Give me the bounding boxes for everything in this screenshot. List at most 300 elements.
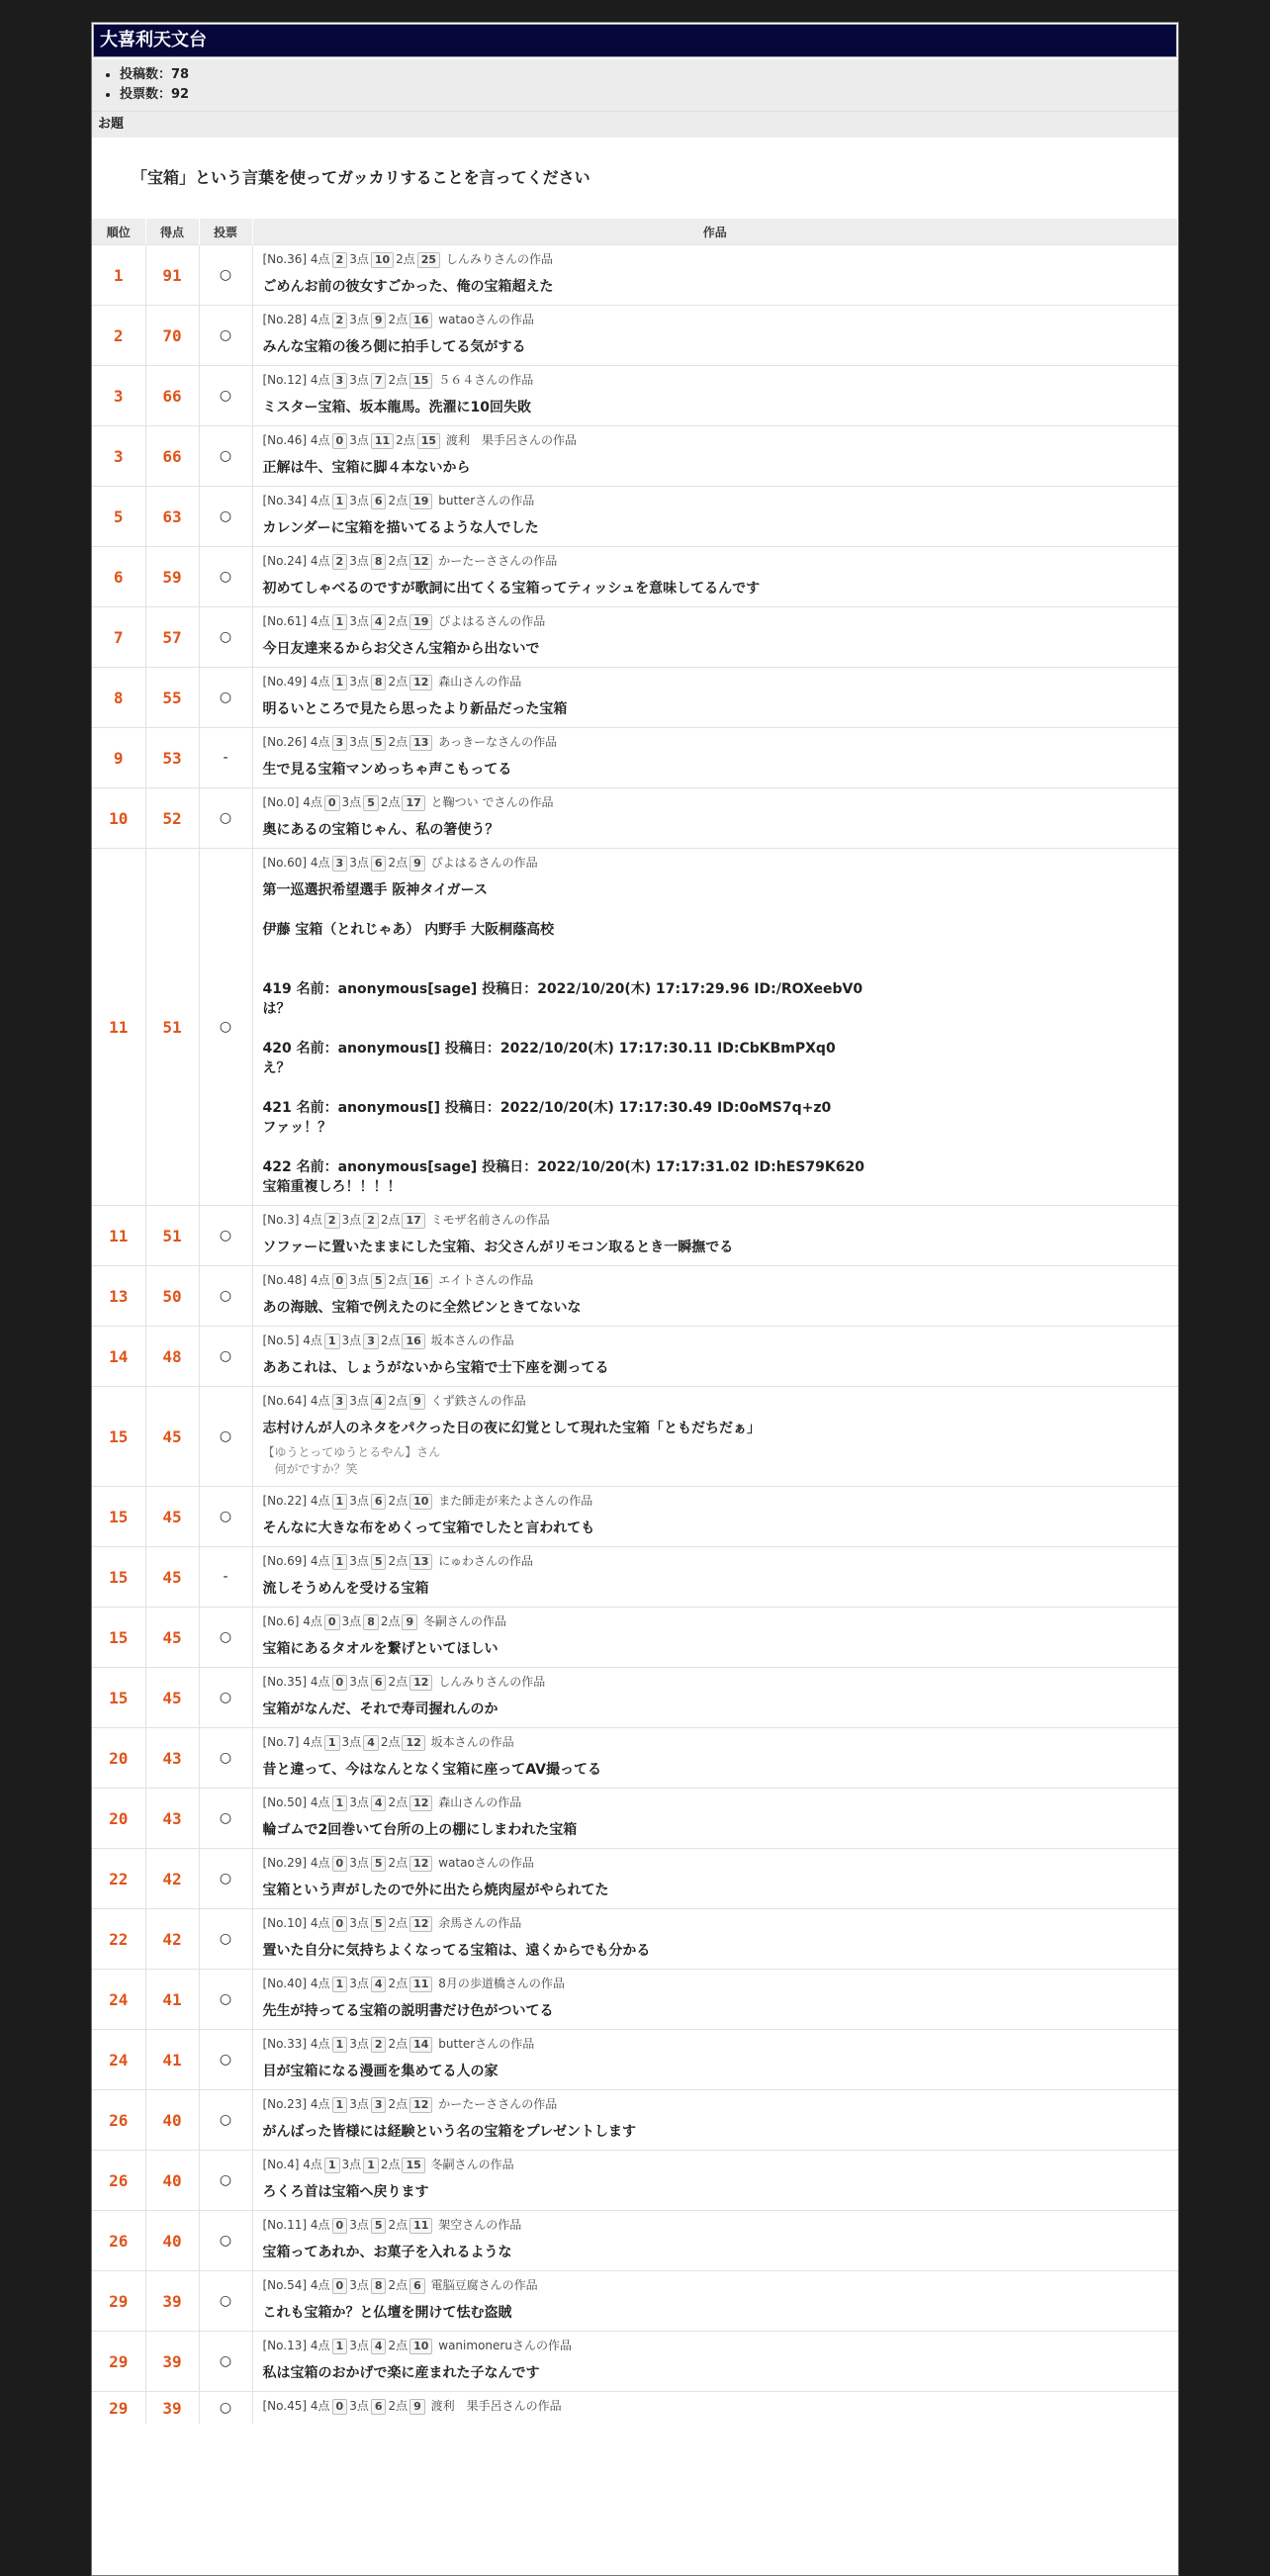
table-row xyxy=(92,2211,1178,2271)
table-row xyxy=(92,547,1178,607)
table-row xyxy=(92,487,1178,547)
header-points: 得点 xyxy=(145,219,199,245)
points-cell: 57 xyxy=(145,607,199,668)
table-row xyxy=(92,2151,1178,2211)
entry-author: watao xyxy=(438,313,475,326)
entry-text: あの海賊、宝箱で例えたのに全然ピンときてないな xyxy=(262,1300,582,1316)
count-2pt: 12 xyxy=(409,1916,432,1932)
entry-number: [No.0] xyxy=(262,795,300,809)
count-2pt: 9 xyxy=(409,1394,425,1410)
rank-cell: 29 xyxy=(92,2332,145,2392)
entry-number: [No.69] xyxy=(262,1554,308,1568)
count-2pt: 13 xyxy=(409,1554,432,1570)
vote-cell[interactable]: ○ xyxy=(199,1266,252,1327)
work-cell xyxy=(252,2030,1178,2090)
label-3pt: 3点 xyxy=(349,2278,369,2292)
work-cell xyxy=(252,1327,1178,1387)
label-2pt: 2点 xyxy=(388,494,408,507)
count-3pt: 11 xyxy=(371,433,394,449)
entry-meta xyxy=(263,2336,1168,2355)
entry-author: ミモザ名前 xyxy=(430,1213,491,1227)
label-3pt: 3点 xyxy=(349,2399,369,2413)
work-cell xyxy=(252,487,1178,547)
table-row xyxy=(92,2271,1178,2332)
count-4pt: 1 xyxy=(332,1494,348,1510)
count-2pt: 17 xyxy=(402,795,424,811)
label-2pt: 2点 xyxy=(388,735,408,749)
entry-text: 第一巡選択希望選手 阪神タイガース 伊藤 宝箱（とれじゃあ） 内野手 大阪桐蔭高校 419 名前：anonymous[sage] 投稿日：2022/10/20(木) 17:17:29.96 ID:/ROXeebV0 は？ 420 名前：anonymous[] 投稿日：2022/10/20(木) 17:17:30.11 ID:CbKBmPXq0 え？ 421 名前：anonymous[] 投稿日：2022/10/20(木) 17:17:30.49 ID:0oMS7q+z0 ファッ！？ 422 名前：anonymous[sage] 投稿日：2022/10/20(木) 17:17:31.02 ID:hES79K620 宝箱重複しろ！！！！ xyxy=(262,882,864,1195)
count-3pt: 8 xyxy=(363,1614,379,1630)
author-suffix: さんの作品 xyxy=(504,1977,565,1990)
vote-cell[interactable]: ○ xyxy=(199,306,252,366)
label-3pt: 3点 xyxy=(349,1554,369,1568)
entry-text: 私は宝箱のおかげで楽に産まれた子なんです xyxy=(262,2365,540,2381)
label-3pt: 3点 xyxy=(349,1795,369,1809)
count-3pt: 5 xyxy=(371,735,387,751)
count-2pt: 19 xyxy=(409,614,432,630)
label-4pt: 4点 xyxy=(303,2158,322,2171)
vote-cell[interactable]: ○ xyxy=(199,1206,252,1266)
odai-heading: お題 xyxy=(92,111,1178,138)
entry-text: 明るいところで見たら思ったより新品だった宝箱 xyxy=(262,701,568,717)
count-2pt: 12 xyxy=(409,675,432,690)
rank-cell: 15 xyxy=(92,1608,145,1668)
rank-cell: 20 xyxy=(92,1789,145,1849)
count-4pt: 1 xyxy=(324,1334,340,1349)
entry-meta xyxy=(263,2094,1168,2114)
label-4pt: 4点 xyxy=(310,1494,330,1508)
entry-meta xyxy=(263,1391,1168,1411)
count-2pt: 16 xyxy=(409,1273,432,1289)
vote-cell[interactable]: ○ xyxy=(199,607,252,668)
vote-cell[interactable]: ○ xyxy=(199,2332,252,2392)
entry-text: カレンダーに宝箱を描いてるような人でした xyxy=(262,520,539,536)
odai-text: 「宝箱」という言葉を使ってガッカリすることを言ってください xyxy=(132,168,590,187)
work-cell xyxy=(252,1789,1178,1849)
rank-cell: 8 xyxy=(92,668,145,728)
work-cell xyxy=(252,547,1178,607)
results-table xyxy=(92,219,1178,2424)
label-2pt: 2点 xyxy=(380,1213,401,1227)
points-cell: 39 xyxy=(145,2332,199,2392)
entry-text: がんばった皆様には経験という名の宝箱をプレゼントします xyxy=(262,2124,636,2140)
author-suffix: さんの作品 xyxy=(486,1675,546,1689)
entry-meta xyxy=(263,491,1168,510)
label-4pt: 4点 xyxy=(310,1394,330,1408)
entry-author: 冬嗣 xyxy=(422,1614,447,1628)
vote-cell[interactable]: ○ xyxy=(199,426,252,487)
author-suffix: さんの作品 xyxy=(462,675,522,689)
label-4pt: 4点 xyxy=(310,614,330,628)
table-row xyxy=(92,1789,1178,1849)
entry-number: [No.23] xyxy=(262,2097,308,2111)
count-4pt: 1 xyxy=(332,1554,348,1570)
entry-author: かーたーさ xyxy=(438,554,499,568)
points-cell: 63 xyxy=(145,487,199,547)
label-3pt: 3点 xyxy=(349,1394,369,1408)
entry-comment: 【ゆうとってゆうとるやん】さん 何がですか？笑 xyxy=(262,1445,441,1476)
vote-cell[interactable]: ○ xyxy=(199,2151,252,2211)
label-4pt: 4点 xyxy=(310,2218,330,2232)
rank-cell: 26 xyxy=(92,2151,145,2211)
entry-text: 輪ゴムで2回巻いて台所の上の棚にしまわれた宝箱 xyxy=(262,1822,578,1838)
entry-text: ああこれは、しょうがないから宝箱で士下座を測ってる xyxy=(262,1360,609,1376)
rank-cell: 15 xyxy=(92,1487,145,1547)
count-4pt: 0 xyxy=(332,433,348,449)
vote-cell[interactable]: ○ xyxy=(199,849,252,1206)
vote-cell[interactable]: ○ xyxy=(199,1909,252,1970)
rank-cell: 10 xyxy=(92,788,145,849)
rank-cell: 22 xyxy=(92,1849,145,1909)
vote-cell[interactable]: ○ xyxy=(199,1789,252,1849)
table-row xyxy=(92,1387,1178,1487)
label-4pt: 4点 xyxy=(310,554,330,568)
entry-text: みんな宝箱の後ろ側に拍手してる気がする xyxy=(262,339,526,355)
points-cell: 55 xyxy=(145,668,199,728)
entry-number: [No.29] xyxy=(262,1856,308,1870)
table-row xyxy=(92,668,1178,728)
count-3pt: 5 xyxy=(363,795,379,811)
rank-cell: 7 xyxy=(92,607,145,668)
entry-text: 先生が持ってる宝箱の説明書だけ色がついてる xyxy=(262,2003,554,2019)
count-2pt: 17 xyxy=(402,1213,424,1229)
vote-cell[interactable]: ○ xyxy=(199,366,252,426)
count-2pt: 16 xyxy=(402,1334,424,1349)
entry-meta xyxy=(263,1732,1168,1752)
entry-text: 生で見る宝箱マンめっちゃ声こもってる xyxy=(262,762,512,778)
entry-meta xyxy=(263,1974,1168,1993)
entry-number: [No.49] xyxy=(262,675,308,689)
label-2pt: 2点 xyxy=(388,1856,408,1870)
vote-cell[interactable]: ○ xyxy=(199,1608,252,1668)
entry-number: [No.40] xyxy=(262,1977,308,1990)
count-4pt: 1 xyxy=(332,1977,348,1992)
rank-cell: 26 xyxy=(92,2090,145,2151)
author-suffix: さんの作品 xyxy=(478,856,538,870)
label-3pt: 3点 xyxy=(349,2339,369,2352)
entry-author: 渡利 果手呂 xyxy=(445,433,517,447)
author-suffix: さんの作品 xyxy=(498,2097,558,2111)
entry-number: [No.10] xyxy=(262,1916,308,1930)
label-2pt: 2点 xyxy=(388,2037,408,2051)
vote-cell[interactable]: ○ xyxy=(199,788,252,849)
label-2pt: 2点 xyxy=(396,252,415,266)
rank-cell: 2 xyxy=(92,306,145,366)
count-4pt: 2 xyxy=(332,252,348,268)
entry-meta xyxy=(263,310,1168,329)
vote-cell[interactable]: ○ xyxy=(199,2090,252,2151)
label-2pt: 2点 xyxy=(388,2097,408,2111)
table-row xyxy=(92,2030,1178,2090)
vote-cell[interactable]: ○ xyxy=(199,1327,252,1387)
count-4pt: 1 xyxy=(324,1735,340,1751)
entry-meta xyxy=(263,2034,1168,2054)
label-3pt: 3点 xyxy=(341,795,362,809)
entry-text: ソファーに置いたままにした宝箱、お父さんがリモコン取るとき一瞬撫でる xyxy=(262,1240,734,1255)
count-3pt: 2 xyxy=(371,2037,387,2053)
count-4pt: 0 xyxy=(332,1916,348,1932)
work-cell xyxy=(252,1849,1178,1909)
table-row xyxy=(92,306,1178,366)
count-2pt: 6 xyxy=(409,2278,425,2294)
table-row xyxy=(92,788,1178,849)
label-4pt: 4点 xyxy=(310,1554,330,1568)
label-4pt: 4点 xyxy=(310,313,330,326)
points-cell: 51 xyxy=(145,1206,199,1266)
points-cell: 43 xyxy=(145,1728,199,1789)
post-count: • 投稿数：78 xyxy=(120,65,1178,85)
entry-text: これも宝箱か？と仏壇を開けて怯む盗賊 xyxy=(262,2305,512,2321)
count-2pt: 19 xyxy=(409,494,432,509)
work-cell xyxy=(252,306,1178,366)
table-row xyxy=(92,1206,1178,1266)
vote-cell[interactable]: ○ xyxy=(199,2211,252,2271)
count-2pt: 15 xyxy=(409,373,432,389)
author-suffix: さんの作品 xyxy=(516,433,577,447)
entry-text: 今日友達来るからお父さん宝箱から出ないで xyxy=(262,641,540,657)
work-cell xyxy=(252,1909,1178,1970)
label-2pt: 2点 xyxy=(396,433,415,447)
entry-number: [No.11] xyxy=(262,2218,308,2232)
entry-meta xyxy=(263,2215,1168,2235)
label-2pt: 2点 xyxy=(388,1675,408,1689)
entry-number: [No.54] xyxy=(262,2278,308,2292)
entry-author: 電脳豆腐 xyxy=(430,2278,479,2292)
entry-meta xyxy=(263,551,1168,571)
label-3pt: 3点 xyxy=(349,433,369,447)
points-cell: 40 xyxy=(145,2151,199,2211)
count-3pt: 8 xyxy=(371,554,387,570)
entry-author: 渡利 果手呂 xyxy=(430,2399,502,2413)
vote-cell[interactable]: ○ xyxy=(199,1728,252,1789)
count-2pt: 13 xyxy=(409,735,432,751)
count-2pt: 10 xyxy=(409,2339,432,2354)
points-cell: 43 xyxy=(145,1789,199,1849)
label-2pt: 2点 xyxy=(388,1394,408,1408)
entry-number: [No.36] xyxy=(262,252,308,266)
label-2pt: 2点 xyxy=(388,1916,408,1930)
entry-text: 初めてしゃべるのですが歌詞に出てくる宝箱ってティッシュを意味してるんです xyxy=(262,581,761,597)
count-3pt: 4 xyxy=(371,1977,387,1992)
entry-text: 置いた自分に気持ちよくなってる宝箱は、遠くからでも分かる xyxy=(262,1943,651,1959)
count-2pt: 12 xyxy=(402,1735,424,1751)
count-2pt: 11 xyxy=(409,1977,432,1992)
entry-author: ぴよはる xyxy=(430,856,479,870)
author-suffix: さんの作品 xyxy=(475,494,535,507)
entry-meta xyxy=(263,249,1168,269)
label-2pt: 2点 xyxy=(388,2278,408,2292)
entry-meta xyxy=(263,1491,1168,1511)
vote-cell[interactable]: ○ xyxy=(199,2030,252,2090)
count-4pt: 1 xyxy=(332,2339,348,2354)
label-2pt: 2点 xyxy=(380,1614,401,1628)
count-2pt: 9 xyxy=(402,1614,417,1630)
vote-cell[interactable]: - xyxy=(199,728,252,788)
count-3pt: 4 xyxy=(371,1795,387,1811)
points-cell: 42 xyxy=(145,1849,199,1909)
vote-cell[interactable]: ○ xyxy=(199,1487,252,1547)
vote-cell[interactable]: ○ xyxy=(199,245,252,306)
vote-cell[interactable]: ○ xyxy=(199,668,252,728)
entry-author: くず鉄 xyxy=(430,1394,467,1408)
table-row xyxy=(92,728,1178,788)
table-row xyxy=(92,245,1178,306)
count-2pt: 12 xyxy=(409,554,432,570)
label-2pt: 2点 xyxy=(388,373,408,387)
points-cell: 66 xyxy=(145,366,199,426)
points-cell: 41 xyxy=(145,1970,199,2030)
count-2pt: 16 xyxy=(409,313,432,328)
label-3pt: 3点 xyxy=(349,614,369,628)
entry-author: wanimoneru xyxy=(438,2339,512,2352)
label-4pt: 4点 xyxy=(310,2339,330,2352)
count-3pt: 5 xyxy=(371,1916,387,1932)
table-row xyxy=(92,426,1178,487)
entry-author: 坂本 xyxy=(430,1334,455,1347)
count-2pt: 9 xyxy=(409,2399,425,2415)
points-cell: 45 xyxy=(145,1547,199,1608)
count-2pt: 15 xyxy=(417,433,440,449)
header-work: 作品 xyxy=(252,219,1178,245)
work-cell xyxy=(252,1266,1178,1327)
count-4pt: 1 xyxy=(332,2037,348,2053)
count-4pt: 1 xyxy=(332,494,348,509)
rank-cell: 3 xyxy=(92,366,145,426)
author-suffix: さんの作品 xyxy=(501,2399,562,2413)
points-cell: 52 xyxy=(145,788,199,849)
table-header-row xyxy=(92,219,1178,245)
entry-number: [No.28] xyxy=(262,313,308,326)
label-2pt: 2点 xyxy=(388,1494,408,1508)
author-suffix: さんの作品 xyxy=(474,1554,534,1568)
count-3pt: 7 xyxy=(371,373,387,389)
vote-cell[interactable]: ○ xyxy=(199,1387,252,1487)
label-3pt: 3点 xyxy=(349,554,369,568)
entry-author: ぴよはる xyxy=(438,614,487,628)
work-cell xyxy=(252,2090,1178,2151)
vote-cell[interactable]: ○ xyxy=(199,1668,252,1728)
vote-cell[interactable]: ○ xyxy=(199,547,252,607)
label-4pt: 4点 xyxy=(310,1977,330,1990)
label-4pt: 4点 xyxy=(303,1735,322,1749)
count-4pt: 1 xyxy=(332,614,348,630)
count-2pt: 14 xyxy=(409,2037,432,2053)
label-3pt: 3点 xyxy=(349,2218,369,2232)
author-suffix: さんの作品 xyxy=(454,2158,514,2171)
entry-author: 森山 xyxy=(438,1795,463,1809)
entry-number: [No.60] xyxy=(262,856,308,870)
entry-author: 坂本 xyxy=(430,1735,455,1749)
label-3pt: 3点 xyxy=(349,373,369,387)
rank-cell: 15 xyxy=(92,1668,145,1728)
label-4pt: 4点 xyxy=(310,1856,330,1870)
rank-cell: 22 xyxy=(92,1909,145,1970)
author-suffix: さんの作品 xyxy=(462,2218,522,2232)
count-4pt: 0 xyxy=(332,2399,348,2415)
label-2pt: 2点 xyxy=(388,554,408,568)
work-cell xyxy=(252,607,1178,668)
entry-number: [No.48] xyxy=(262,1273,308,1287)
count-3pt: 6 xyxy=(371,856,387,872)
entry-meta xyxy=(263,732,1168,752)
label-3pt: 3点 xyxy=(349,735,369,749)
count-4pt: 1 xyxy=(332,2097,348,2113)
table-row xyxy=(92,607,1178,668)
entry-text: 宝箱という声がしたので外に出たら焼肉屋がやられてた xyxy=(262,1883,609,1898)
label-3pt: 3点 xyxy=(349,1916,369,1930)
vote-cell[interactable]: ○ xyxy=(199,1849,252,1909)
entry-author: 8月の歩道橋 xyxy=(438,1977,505,1990)
points-cell: 59 xyxy=(145,547,199,607)
label-4pt: 4点 xyxy=(310,1675,330,1689)
work-cell xyxy=(252,1206,1178,1266)
count-2pt: 11 xyxy=(409,2218,432,2234)
stats-list xyxy=(92,65,1178,105)
table-row xyxy=(92,1668,1178,1728)
work-cell xyxy=(252,1487,1178,1547)
entry-number: [No.64] xyxy=(262,1394,308,1408)
points-cell: 70 xyxy=(145,306,199,366)
count-3pt: 6 xyxy=(371,494,387,509)
table-row xyxy=(92,1327,1178,1387)
work-cell xyxy=(252,2332,1178,2392)
vote-cell[interactable]: - xyxy=(199,1547,252,1608)
entry-text: ろくろ首は宝箱へ戻ります xyxy=(262,2184,429,2200)
author-suffix: さんの作品 xyxy=(446,1614,506,1628)
entry-meta xyxy=(263,2275,1168,2295)
table-row xyxy=(92,2392,1178,2425)
label-4pt: 4点 xyxy=(310,2037,330,2051)
label-4pt: 4点 xyxy=(310,1916,330,1930)
entry-meta xyxy=(263,1793,1168,1812)
author-suffix: さんの作品 xyxy=(498,554,558,568)
vote-cell[interactable]: ○ xyxy=(199,2271,252,2332)
count-2pt: 12 xyxy=(409,1675,432,1691)
label-3pt: 3点 xyxy=(341,1614,362,1628)
count-3pt: 4 xyxy=(363,1735,379,1751)
work-cell xyxy=(252,2151,1178,2211)
entry-number: [No.61] xyxy=(262,614,308,628)
entry-author: しんみり xyxy=(445,252,494,266)
table-row xyxy=(92,1970,1178,2030)
points-cell: 45 xyxy=(145,1387,199,1487)
rank-cell: 11 xyxy=(92,1206,145,1266)
rank-cell: 20 xyxy=(92,1728,145,1789)
work-cell xyxy=(252,2271,1178,2332)
table-row xyxy=(92,849,1178,1206)
header-vote: 投票 xyxy=(199,219,252,245)
label-4pt: 4点 xyxy=(310,735,330,749)
entry-text: 宝箱がなんだ、それで寿司握れんのか xyxy=(262,1702,499,1717)
count-4pt: 2 xyxy=(324,1213,340,1229)
work-cell xyxy=(252,849,1178,1206)
count-4pt: 3 xyxy=(332,735,348,751)
entry-meta xyxy=(263,672,1168,691)
author-suffix: さんの作品 xyxy=(462,1916,522,1930)
entry-author: butter xyxy=(438,2037,476,2051)
table-body xyxy=(92,245,1178,2425)
label-3pt: 3点 xyxy=(349,494,369,507)
vote-cell[interactable]: ○ xyxy=(199,2392,252,2425)
vote-cell[interactable]: ○ xyxy=(199,487,252,547)
author-suffix: さんの作品 xyxy=(454,1334,514,1347)
vote-cell[interactable]: ○ xyxy=(199,1970,252,2030)
entry-author: あっきーな xyxy=(438,735,499,749)
label-4pt: 4点 xyxy=(310,252,330,266)
table-row xyxy=(92,1909,1178,1970)
points-cell: 91 xyxy=(145,245,199,306)
count-2pt: 15 xyxy=(402,2158,424,2173)
